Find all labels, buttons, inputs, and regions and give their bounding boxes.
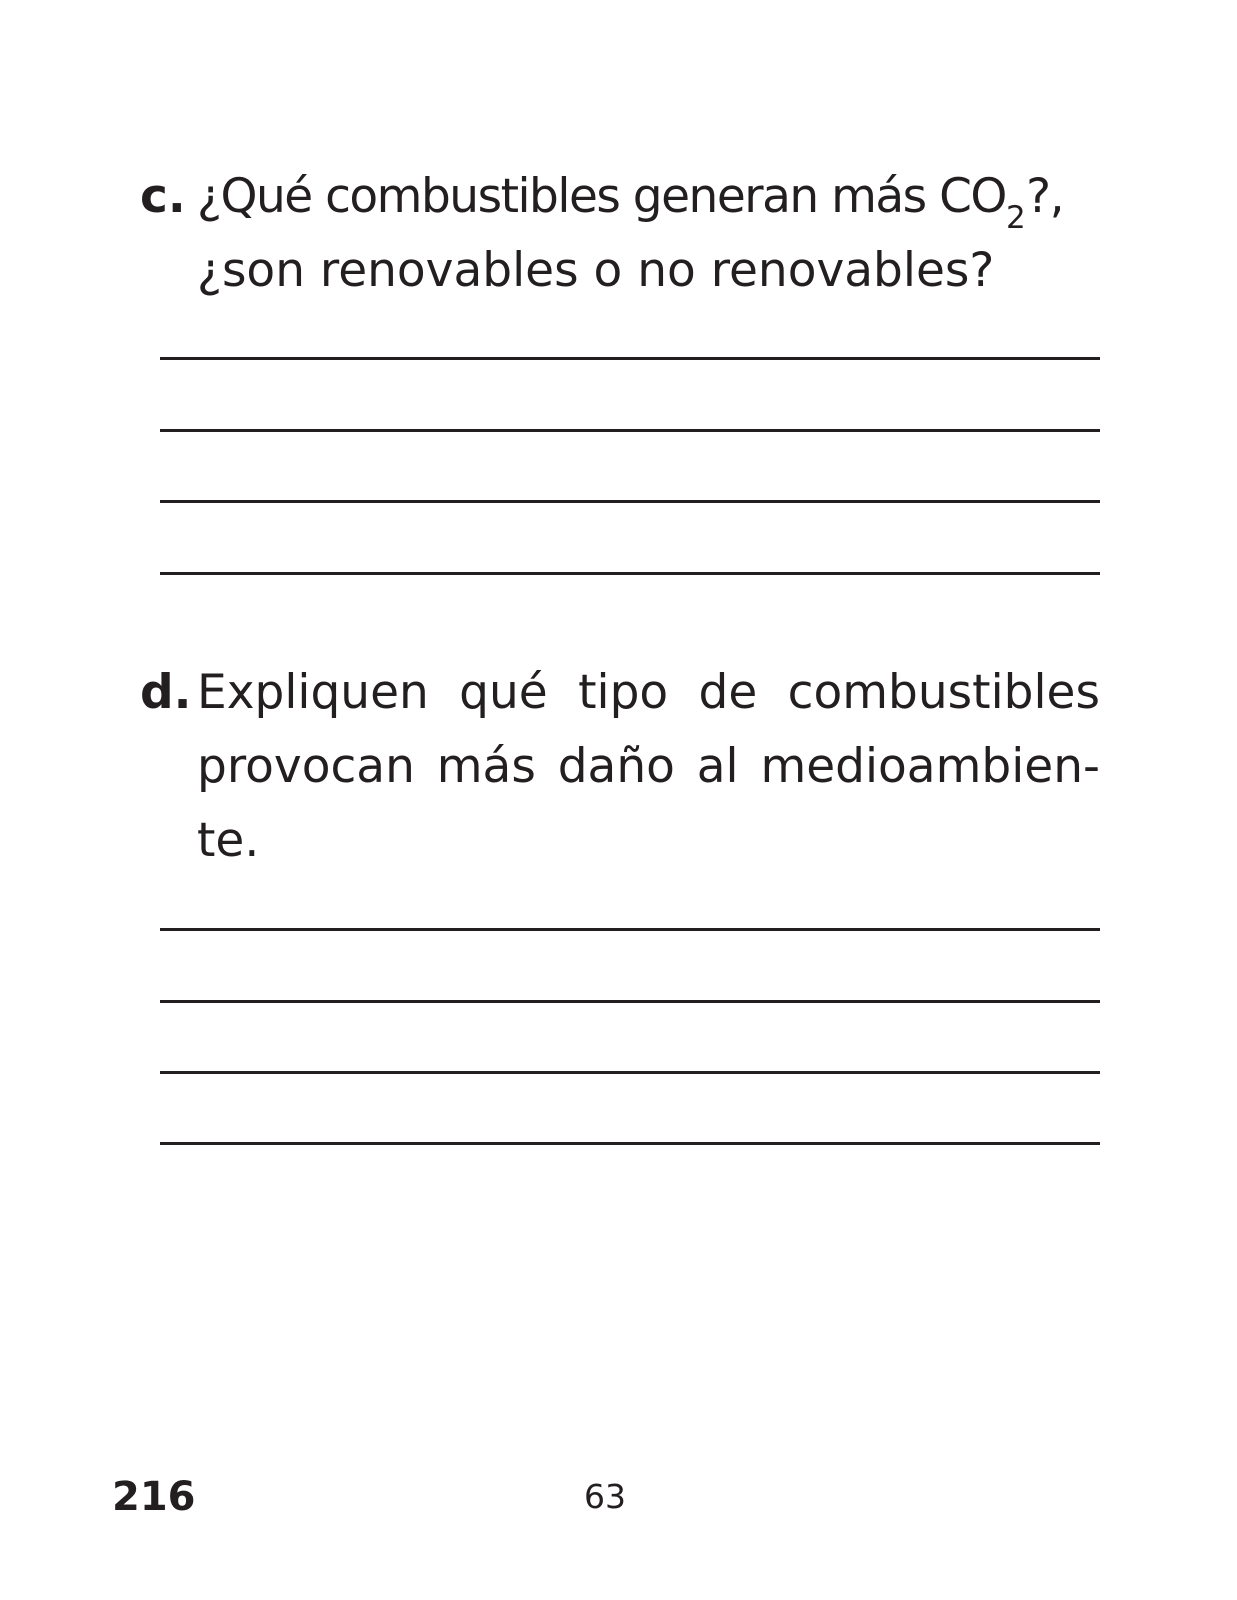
question-d-word: provocan xyxy=(197,739,415,794)
question-d-letter: d. xyxy=(140,665,192,720)
page-number: 63 xyxy=(584,1477,626,1516)
question-d-line-1 xyxy=(197,656,1100,730)
question-d-word: combustibles xyxy=(787,665,1100,720)
answer-line-d-1[interactable] xyxy=(160,928,1100,931)
question-c-text-1: ¿Qué combustibles generan más CO xyxy=(197,169,1006,224)
question-d-line-3: te. xyxy=(197,813,260,868)
question-c-text-1-end: ?, xyxy=(1026,169,1064,224)
book-page-number: 216 xyxy=(112,1474,196,1520)
question-d-line-2 xyxy=(197,730,1100,804)
question-d-word: medioambien- xyxy=(760,739,1100,794)
answer-line-c-1[interactable] xyxy=(160,357,1100,360)
question-d-word: tipo xyxy=(578,665,669,720)
question-c-line-2: ¿son renovables o no renovables? xyxy=(197,243,995,298)
answer-line-d-3[interactable] xyxy=(160,1071,1100,1074)
question-d-word: de xyxy=(698,665,758,720)
question-d-word: al xyxy=(696,739,739,794)
question-c-subscript: 2 xyxy=(1005,200,1025,236)
answer-line-d-4[interactable] xyxy=(160,1142,1100,1145)
question-d-word: más xyxy=(436,739,536,794)
question-c-letter: c. xyxy=(140,169,186,224)
question-d-word: qué xyxy=(459,665,548,720)
answer-line-c-3[interactable] xyxy=(160,500,1100,503)
question-d-word: Expliquen xyxy=(197,665,429,720)
answer-line-c-2[interactable] xyxy=(160,429,1100,432)
question-d-word: daño xyxy=(557,739,675,794)
answer-line-c-4[interactable] xyxy=(160,572,1100,575)
question-c-line-1 xyxy=(197,160,1100,239)
answer-line-d-2[interactable] xyxy=(160,1000,1100,1003)
